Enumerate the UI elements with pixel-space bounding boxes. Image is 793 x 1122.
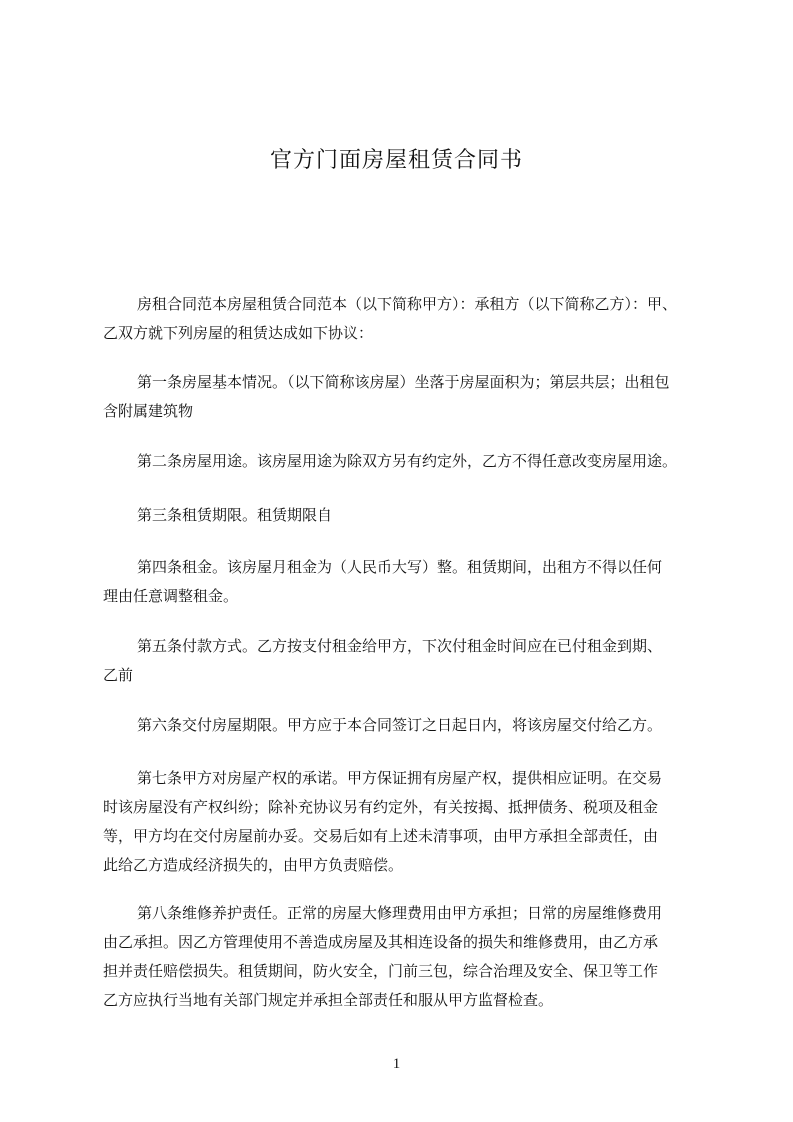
paragraph-article-1 bbox=[103, 368, 703, 426]
paragraph-line: 第六条交付房屋期限。甲方应于本合同签订之日起日内，将该房屋交付给乙方。 bbox=[137, 716, 663, 734]
page-number: 1 bbox=[392, 1056, 401, 1072]
paragraph-line: 第五条付款方式。乙方按支付租金给甲方，下次付租金时间应在已付租金到期、 bbox=[137, 637, 663, 655]
paragraph-line: 时该房屋没有产权纠纷；除补充协议另有约定外，有关按揭、抵押债务、税项及租金 bbox=[103, 798, 659, 816]
paragraph-line: 乙双方就下列房屋的租赁达成如下协议： bbox=[103, 324, 374, 342]
paragraph-line: 第二条房屋用途。该房屋用途为除双方另有约定外，乙方不得任意改变房屋用途。 bbox=[137, 452, 678, 470]
paragraph-line: 理由任意调整租金。 bbox=[103, 587, 239, 605]
paragraph-line: 由乙承担。因乙方管理使用不善造成房屋及其相连设备的损失和维修费用，由乙方承 bbox=[103, 933, 659, 951]
paragraph-line: 第三条租赁期限。租赁期限自 bbox=[137, 506, 333, 524]
paragraph-line: 第七条甲方对房屋产权的承诺。甲方保证拥有房屋产权，提供相应证明。在交易 bbox=[137, 769, 663, 787]
paragraph-line: 房租合同范本房屋租赁合同范本（以下简称甲方）：承租方（以下简称乙方）：甲、 bbox=[137, 295, 678, 313]
paragraph-article-5 bbox=[103, 632, 703, 690]
paragraph-line: 担并责任赔偿损失。租赁期间，防火安全，门前三包，综合治理及安全、保卫等工作 bbox=[103, 962, 659, 980]
paragraph-article-4 bbox=[103, 553, 703, 611]
paragraph-line: 第八条维修养护责任。正常的房屋大修理费用由甲方承担；日常的房屋维修费用 bbox=[137, 904, 663, 922]
paragraph-article-6 bbox=[103, 711, 703, 740]
paragraph-line: 等，甲方均在交付房屋前办妥。交易后如有上述未清事项，由甲方承担全部责任，由 bbox=[103, 827, 659, 845]
paragraph-intro bbox=[103, 290, 703, 348]
paragraph-line: 乙方应执行当地有关部门规定并承担全部责任和服从甲方监督检查。 bbox=[103, 991, 554, 1009]
document-title: 官方门面房屋租赁合同书 bbox=[269, 148, 523, 173]
paragraph-line: 含附属建筑物 bbox=[103, 402, 194, 420]
paragraph-article-3 bbox=[103, 501, 703, 530]
paragraph-article-8 bbox=[103, 899, 703, 1015]
paragraph-line: 第四条租金。该房屋月租金为（人民币大写）整。租赁期间，出租方不得以任何 bbox=[137, 558, 663, 576]
paragraph-line: 此给乙方造成经济损失的，由甲方负责赔偿。 bbox=[103, 856, 404, 874]
paragraph-article-7 bbox=[103, 764, 703, 880]
paragraph-line: 乙前 bbox=[103, 666, 134, 684]
paragraph-line: 第一条房屋基本情况。（以下简称该房屋）坐落于房屋面积为；第层共层；出租包 bbox=[137, 373, 670, 391]
paragraph-article-2 bbox=[103, 447, 703, 476]
